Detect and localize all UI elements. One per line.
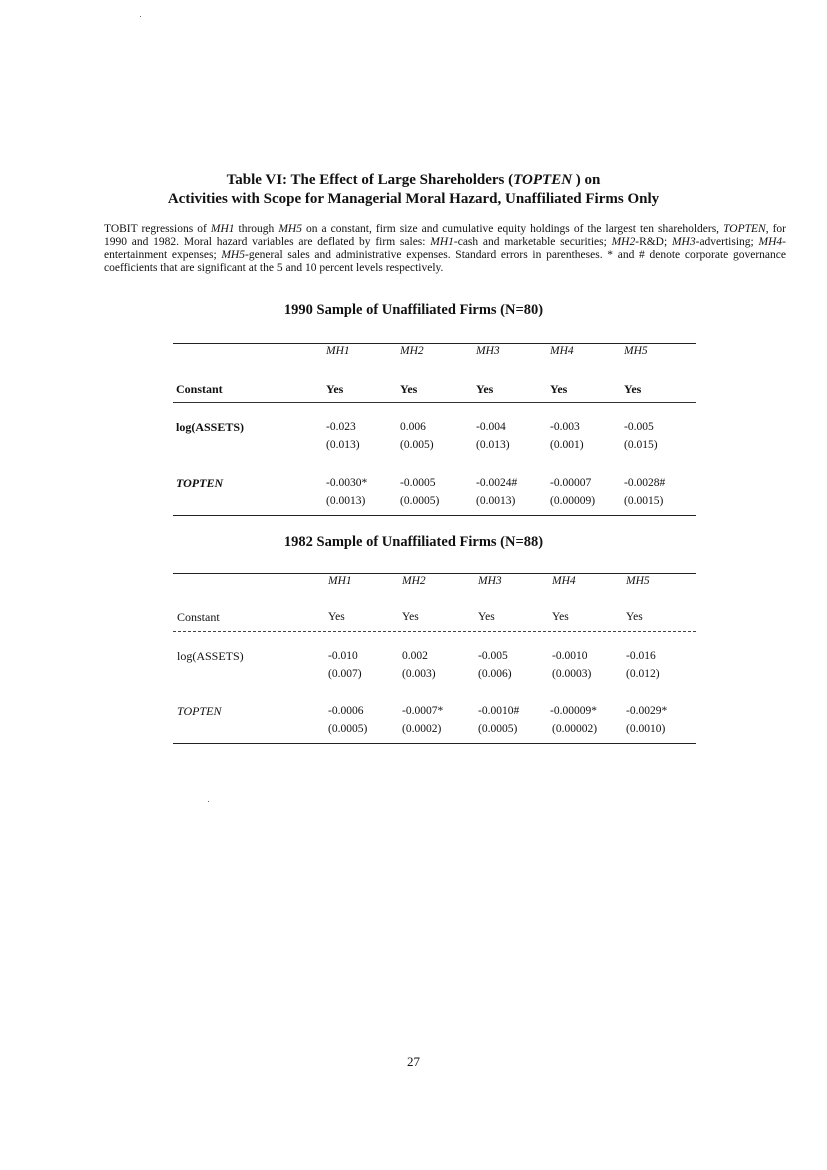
col-header: MH5: [626, 575, 650, 587]
table-cell: 0.006: [400, 421, 426, 433]
caption-text: -general sales and administrative expenses. Standard errors in parentheses. * and # denote corporate governance coefficients that are significant at the 5 and 10 percent levels respectively.: [104, 249, 786, 274]
table-cell: Yes: [552, 611, 569, 623]
table-cell: Yes: [626, 611, 643, 623]
panel-1990-top-rule: [173, 343, 696, 344]
col-header: MH1: [326, 345, 350, 357]
table-cell: -0.00009*: [550, 705, 597, 717]
table-cell: Yes: [478, 611, 495, 623]
table-cell: -0.0028#: [624, 477, 666, 489]
panel-1990-bottom-rule: [173, 515, 696, 516]
table-cell: -0.0007*: [402, 705, 444, 717]
caption-text: -advertising;: [695, 236, 759, 248]
table-cell: -0.005: [624, 421, 654, 433]
row-label-constant: Constant: [176, 382, 223, 396]
table-cell: -0.010: [328, 650, 358, 662]
title-variable: TOPTEN: [513, 172, 573, 188]
title-suffix: ) on: [572, 172, 601, 188]
caption-variable: MH1: [430, 236, 454, 248]
panel-1982-top-rule: [173, 573, 696, 574]
table-cell: -0.0006: [328, 705, 364, 717]
col-header: MH4: [550, 345, 574, 357]
table-cell: -0.0010#: [478, 705, 520, 717]
panel-1990-heading: 1990 Sample of Unaffiliated Firms (N=80): [283, 302, 544, 318]
table-cell-se: (0.007): [328, 668, 362, 680]
table-cell-se: (0.001): [550, 439, 584, 451]
scan-speck: [208, 801, 209, 802]
row-label-topten: TOPTEN: [177, 704, 222, 718]
table-cell-se: (0.00009): [550, 495, 596, 507]
caption-text: -cash and marketable securities;: [453, 236, 612, 248]
caption-text: -entertainment expenses;: [104, 236, 786, 261]
row-label-log-assets: log(ASSETS): [177, 649, 244, 663]
caption-text: -R&D;: [635, 236, 672, 248]
row-label-log-assets: log(ASSETS): [176, 420, 245, 434]
table-cell: -0.00007: [550, 477, 592, 489]
table-cell-se: (0.0013): [476, 495, 516, 507]
col-header: MH3: [478, 575, 502, 587]
caption-variable: MH2: [611, 236, 636, 248]
table-cell: -0.003: [550, 421, 580, 433]
table-cell-se: (0.0003): [552, 668, 592, 680]
caption-variable: TOPTEN: [723, 223, 766, 235]
title-prefix: Table VI: The Effect of Large Shareholders (: [226, 172, 514, 188]
caption-text: through: [234, 223, 279, 235]
table-cell-se: (0.0002): [402, 723, 442, 735]
caption-variable: MH5: [221, 249, 245, 261]
table-cell: -0.016: [626, 650, 656, 662]
table-cell: -0.0005: [400, 477, 436, 489]
table-cell-se: (0.0005): [400, 495, 440, 507]
table-cell: -0.0029*: [626, 705, 668, 717]
table-cell: -0.0024#: [476, 477, 518, 489]
caption-variable: MH1: [210, 223, 235, 235]
table-cell: -0.0010: [552, 650, 588, 662]
row-label-topten: TOPTEN: [176, 476, 224, 490]
row-label-constant: Constant: [177, 610, 220, 624]
table-cell: -0.023: [326, 421, 356, 433]
caption-text: TOBIT regressions of: [104, 223, 211, 235]
table-cell: 0.002: [402, 650, 428, 662]
caption-variable: MH5: [278, 223, 302, 235]
panel-1982-mid-rule: [173, 631, 696, 632]
table-cell-se: (0.003): [402, 668, 436, 680]
table-title-line1: [0, 170, 827, 190]
table-title-line2: Activities with Scope for Managerial Moral Hazard, Unaffiliated Firms Only: [167, 191, 660, 207]
caption-variable: MH3: [671, 236, 696, 248]
table-cell-se: (0.005): [400, 439, 434, 451]
table-cell: Yes: [328, 611, 345, 623]
panel-1990-mid-rule: [173, 402, 696, 403]
table-cell: -0.0030*: [326, 477, 368, 489]
col-header: MH2: [400, 345, 424, 357]
table-cell: Yes: [400, 382, 418, 396]
table-cell-se: (0.00002): [552, 723, 598, 735]
caption-text: , for 1990 and 1982. Moral hazard variables are deflated by firm sales:: [104, 223, 787, 248]
panel-1982-bottom-rule: [173, 743, 696, 744]
table-cell-se: (0.013): [476, 439, 510, 451]
table-cell-se: (0.006): [478, 668, 512, 680]
panel-1982-heading: 1982 Sample of Unaffiliated Firms (N=88): [283, 534, 544, 550]
table-cell-se: (0.0005): [478, 723, 518, 735]
table-cell: -0.004: [476, 421, 506, 433]
col-header: MH3: [476, 345, 500, 357]
table-cell: Yes: [624, 382, 642, 396]
col-header: MH1: [328, 575, 352, 587]
table-cell-se: (0.013): [326, 439, 360, 451]
table-cell-se: (0.012): [626, 668, 660, 680]
table-cell: Yes: [550, 382, 568, 396]
table-cell: Yes: [476, 382, 494, 396]
table-cell: Yes: [326, 382, 344, 396]
col-header: MH4: [552, 575, 576, 587]
table-cell-se: (0.0015): [624, 495, 664, 507]
table-caption: [104, 223, 786, 275]
table-cell: -0.005: [478, 650, 508, 662]
table-cell-se: (0.0005): [328, 723, 368, 735]
table-cell: Yes: [402, 611, 419, 623]
table-cell-se: (0.015): [624, 439, 658, 451]
table-cell-se: (0.0013): [326, 495, 366, 507]
caption-text: on a constant, firm size and cumulative equity holdings of the largest ten shareholders,: [301, 223, 724, 235]
caption-variable: MH4: [758, 236, 783, 248]
page-number: 27: [407, 1054, 420, 1069]
col-header: MH2: [402, 575, 426, 587]
table-cell-se: (0.0010): [626, 723, 666, 735]
scan-speck: [140, 16, 141, 17]
col-header: MH5: [624, 345, 648, 357]
